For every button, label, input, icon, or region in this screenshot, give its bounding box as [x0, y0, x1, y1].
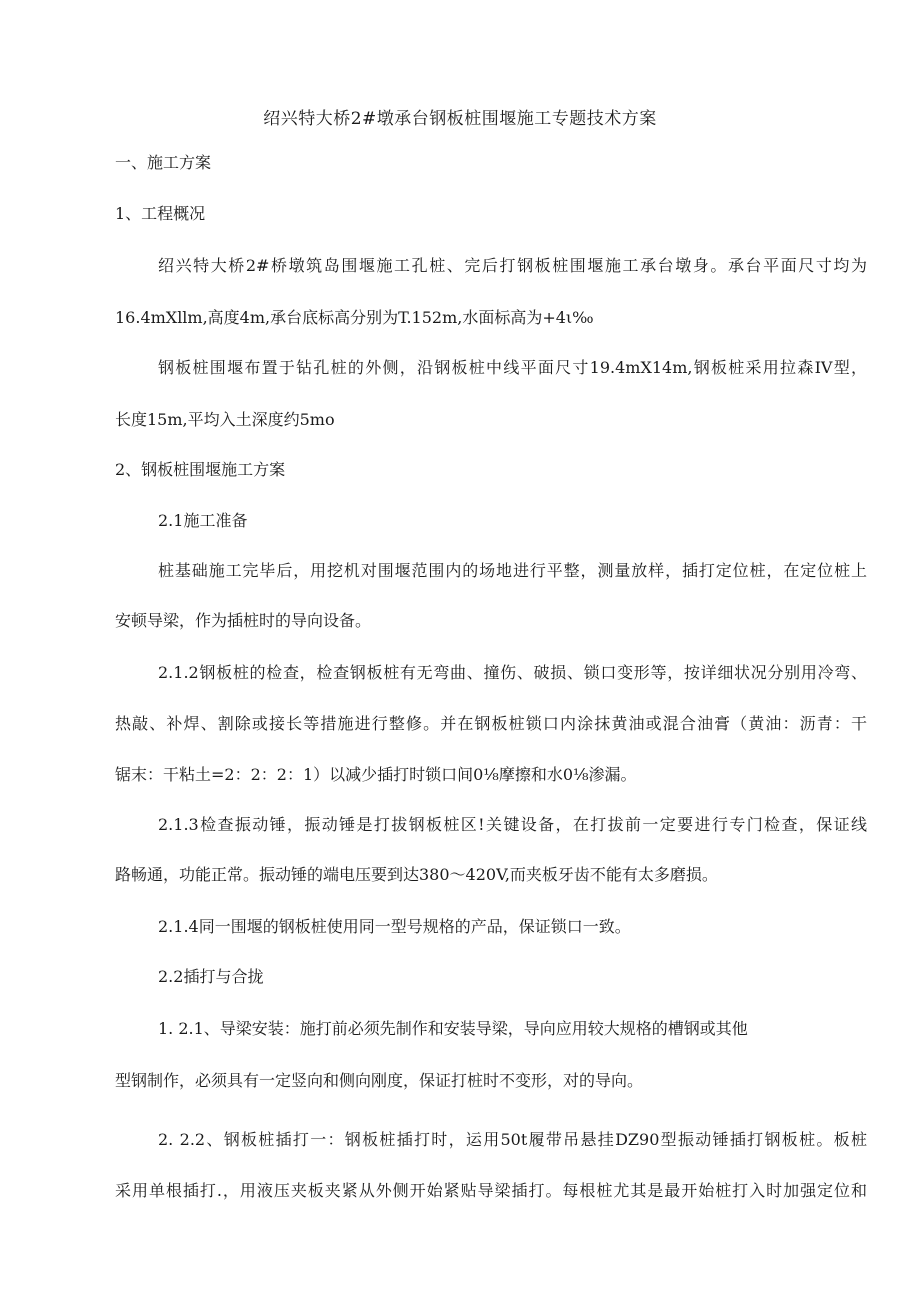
- paragraph-line: 2. 2.2、钢板桩插打一：钢板桩插打时，运用50t履带吊悬挂DZ90型振动锤插打钢板桩。板桩: [158, 1130, 867, 1149]
- paragraph-line: 2.1.3检查振动锤，振动锤是打拔钢板桩区!关键设备，在打拔前一定要进行专门检查，保证线: [158, 815, 867, 834]
- subsection-heading: 2.1施工准备: [158, 511, 248, 530]
- subsection-heading: 2、钢板桩围堰施工方案: [115, 460, 286, 479]
- paragraph-line: 型钢制作，必须具有一定竖向和侧向刚度，保证打桩时不变形，对的导向。: [115, 1071, 644, 1090]
- paragraph-line: 1. 2.1、导梁安装：施打前必须先制作和安装导梁，导向应用较大规格的槽钢或其他: [158, 1019, 748, 1038]
- subsection-heading: 2.2插打与合拢: [158, 967, 264, 986]
- paragraph-line: 热敲、补焊、割除或接长等措施进行整修。并在钢板桩锁口内涂抹黄油或混合油膏（黄油：沥青：干: [115, 714, 867, 733]
- paragraph-line: 锯末：干粘土=2：2：2：1）以减少插打时锁口间0⅛摩擦和水0⅛渗漏。: [115, 765, 637, 784]
- paragraph-line: 采用单根插打.，用液压夹板夹紧从外侧开始紧贴导梁插打。每根桩尤其是最开始桩打入时加强定位和: [115, 1181, 867, 1200]
- subsection-heading: 1、工程概况: [115, 204, 206, 223]
- paragraph-line: 2.1.2钢板桩的检查，检查钢板桩有无弯曲、撞伤、破损、锁口变形等，按详细状况分别用冷弯、: [158, 663, 867, 682]
- paragraph-line: 绍兴特大桥2#桥墩筑岛围堰施工孔桩、完后打钢板桩围堰施工承台墩身。承台平面尺寸均为: [158, 256, 867, 275]
- paragraph-line: 16.4mXllm,高度4m,承台底标高分别为T.152m,水面标高为+4ι‰: [115, 308, 594, 327]
- paragraph-line: 长度15m,平均入土深度约5mo: [115, 410, 335, 429]
- paragraph-line: 桩基础施工完毕后，用挖机对围堰范围内的场地进行平整，测量放样，插打定位桩，在定位桩上: [158, 561, 867, 580]
- section-heading: 一、施工方案: [115, 153, 212, 172]
- paragraph-line: 路畅通，功能正常。振动锤的端电压要到达380～420V,而夹板牙齿不能有太多磨损。: [115, 865, 718, 884]
- document-title: 绍兴特大桥2#墩承台钢板桩围堰施工专题技术方案: [263, 109, 657, 129]
- paragraph-line: 安顿导梁，作为插桩时的导向设备。: [115, 611, 372, 630]
- paragraph-line: 钢板桩围堰布置于钻孔桩的外侧，沿钢板桩中线平面尺寸19.4mX14m,钢板桩采用拉森IV型，: [158, 358, 867, 377]
- paragraph-line: 2.1.4同一围堰的钢板桩使用同一型号规格的产品，保证锁口一致。: [158, 917, 631, 936]
